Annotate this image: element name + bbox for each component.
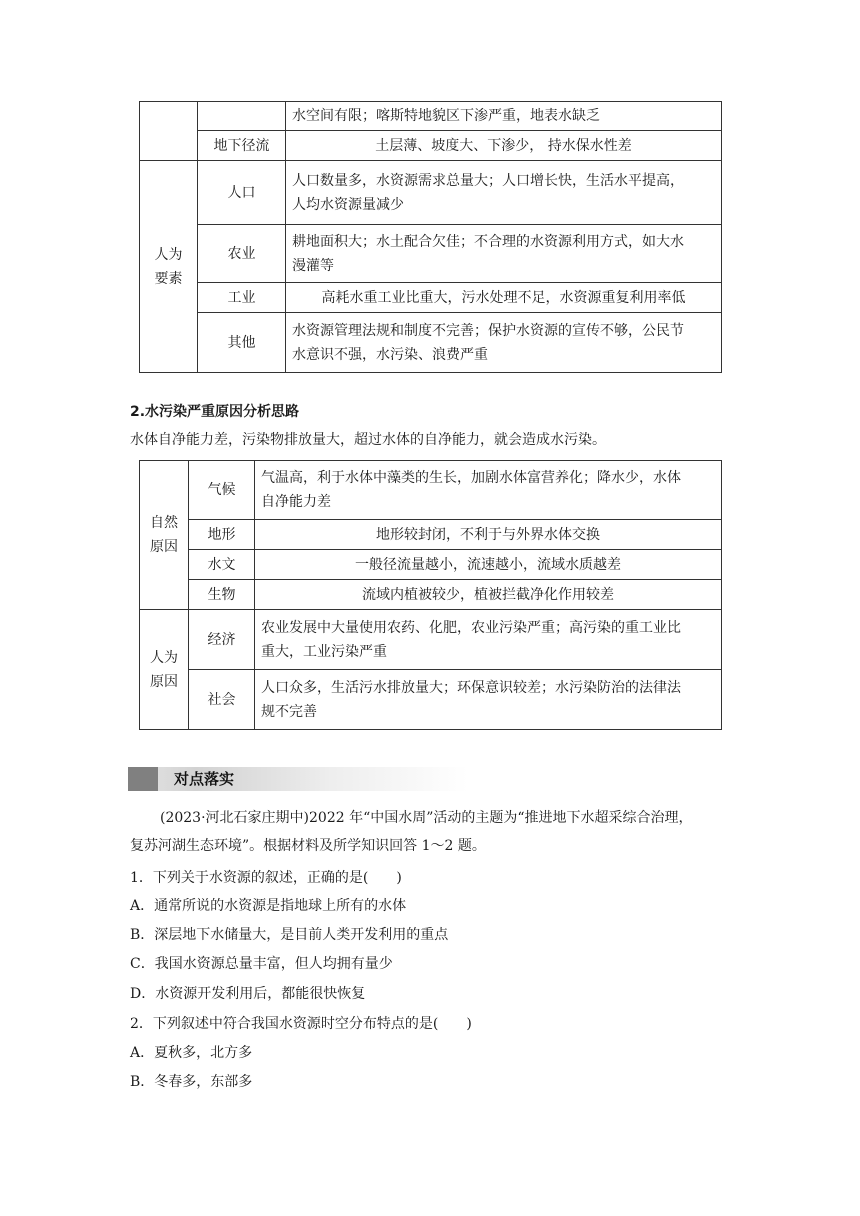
table-row-label: 水文 <box>189 550 255 580</box>
table-row-label: 其他 <box>198 313 286 373</box>
table-row-label: 气候 <box>189 461 255 520</box>
question-option: B．深层地下水储量大，是目前人类开发利用的重点 <box>130 927 449 943</box>
table-row-label: 农业 <box>198 225 286 283</box>
group-label-human: 人为 原因 <box>140 610 189 730</box>
table-cell: 高耗水重工业比重大，污水处理不足，水资源重复利用率低 <box>286 283 722 313</box>
table-cell: 农业发展中大量使用农药、化肥，农业污染严重；高污染的重工业比 重大，工业污染严重 <box>255 610 722 670</box>
practice-banner <box>128 767 468 791</box>
table-row-label: 人口 <box>198 161 286 225</box>
table-row-label: 地下径流 <box>198 131 286 161</box>
table-cell: 人口众多，生活污水排放量大；环保意识较差；水污染防治的法律法 规不完善 <box>255 670 722 730</box>
question-option: A．夏秋多，北方多 <box>130 1045 253 1061</box>
group-label-natural: 自然 原因 <box>140 461 189 610</box>
table-row-label: 地形 <box>189 520 255 550</box>
question-option: D．水资源开发利用后，都能很快恢复 <box>130 986 366 1002</box>
table-cell: 流域内植被较少，植被拦截净化作用较差 <box>255 580 722 610</box>
material-line: 复苏河湖生态环境”。根据材料及所学知识回答 1～2 题。 <box>130 838 486 854</box>
banner-accent <box>128 767 158 791</box>
table-cell: 水空间有限；喀斯特地貌区下渗严重，地表水缺乏 <box>286 102 722 131</box>
question-stem: 1．下列关于水资源的叙述，正确的是( ) <box>130 870 402 886</box>
section-heading: 2.水污染严重原因分析思路 <box>130 404 300 420</box>
question-option: A．通常所说的水资源是指地球上所有的水体 <box>130 898 407 914</box>
empty-group-cell <box>140 102 198 161</box>
banner-title: 对点落实 <box>174 770 235 788</box>
question-stem: 2．下列叙述中符合我国水资源时空分布特点的是( ) <box>130 1016 472 1032</box>
table-row-label: 生物 <box>189 580 255 610</box>
table-cell: 土层薄、坡度大、下渗少， 持水保水性差 <box>286 131 722 161</box>
group-label-human-factors: 人为 要素 <box>140 161 198 373</box>
table-row-label: 经济 <box>189 610 255 670</box>
empty-label-cell <box>198 102 286 131</box>
table-row-label: 工业 <box>198 283 286 313</box>
section-intro: 水体自净能力差，污染物排放量大，超过水体的自净能力，就会造成水污染。 <box>130 432 606 448</box>
table-cell: 人口数量多，水资源需求总量大；人口增长快，生活水平提高， 人均水资源量减少 <box>286 161 722 225</box>
table-cell: 一般径流量越小，流速越小，流域水质越差 <box>255 550 722 580</box>
table-cell: 地形较封闭，不利于与外界水体交换 <box>255 520 722 550</box>
table-cell: 气温高，利于水体中藻类的生长，加剧水体富营养化；降水少，水体 自净能力差 <box>255 461 722 520</box>
material-line: (2023·河北石家庄期中)2022 年“中国水周”活动的主题为“推进地下水超采综合治理， <box>160 810 693 826</box>
water-pollution-table <box>139 460 722 730</box>
human-factors-table <box>139 101 722 373</box>
question-option: B．冬春多，东部多 <box>130 1074 253 1090</box>
table-row-label: 社会 <box>189 670 255 730</box>
table-cell: 耕地面积大；水土配合欠佳；不合理的水资源利用方式，如大水 漫灌等 <box>286 225 722 283</box>
table-cell: 水资源管理法规和制度不完善；保护水资源的宣传不够，公民节 水意识不强，水污染、浪费严重 <box>286 313 722 373</box>
question-option: C．我国水资源总量丰富，但人均拥有量少 <box>130 956 393 972</box>
